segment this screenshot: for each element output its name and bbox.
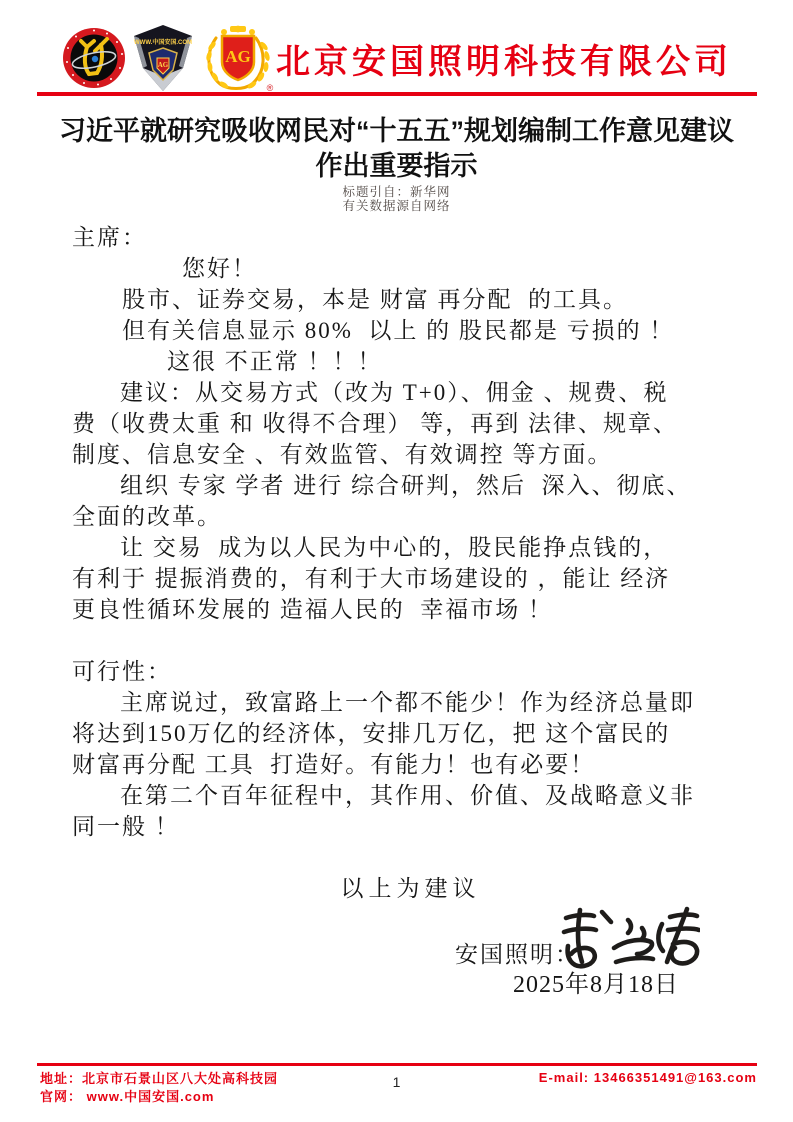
logo-ag-small-text: AG	[157, 61, 169, 69]
logo-banner-text: WWW.中国安国.COM	[134, 40, 192, 46]
header-divider-line	[37, 92, 757, 96]
signature-block	[455, 918, 700, 998]
registered-mark: ®	[266, 83, 274, 92]
body-line: 主席说过，致富路上一个都不能少！作为经济总量即	[120, 690, 695, 715]
attribution-line-2: 有关数据源自网络	[342, 198, 451, 213]
logo-row	[62, 24, 276, 92]
body-line: 这很 不正常 ！！！	[167, 349, 383, 374]
closing-statement: 以上为建议	[340, 876, 481, 901]
title-line-1: 习近平就研究吸收网民对“十五五”规划编制工作意见建议	[59, 116, 734, 146]
footer-email: E-mail: 13466351491@163.com	[538, 1070, 757, 1085]
title-line-2: 作出重要指示	[315, 151, 478, 181]
footer-divider-line	[37, 1063, 757, 1066]
body-line: 将达到150万亿的经济体，安排几万亿，把 这个富民的	[72, 721, 671, 746]
body-line: 组织 专家 学者 进行 综合研判，然后 深入、彻底、	[120, 473, 692, 498]
company-name: 北京安国照明科技有限公司	[276, 43, 732, 81]
body-line: 您好！	[182, 256, 257, 281]
body-line: 全面的改革。	[72, 504, 222, 529]
footer-website: 官网： www.中国安国.com	[40, 1089, 215, 1104]
body-line: 在第二个百年征程中，其作用、价值、及战略意义非	[120, 783, 695, 808]
footer-address: 地址：北京市石景山区八大处高科技园	[40, 1071, 279, 1086]
body-line: 建议：从交易方式（改为 T+0）、佣金 、规费、税	[120, 380, 669, 405]
body-line	[72, 625, 735, 656]
body-line: 但有关信息显示 80% 以上 的 股民都是 亏损的 ！	[122, 318, 675, 343]
title-attribution	[0, 186, 793, 213]
body-line: 制度、信息安全 、有效监管、有效调控 等方面。	[72, 442, 613, 467]
signature-date: 2025年8月18日	[513, 972, 679, 998]
body-line: 主席：	[72, 225, 147, 250]
logo-ag-text: AG	[225, 47, 251, 66]
page-number: 1	[392, 1074, 401, 1090]
attribution-line-1: 标题引自：新华网	[342, 185, 451, 199]
body-line: 费（收费太重 和 收得不合理） 等，再到 法律、规章、	[72, 411, 678, 436]
body-line: 股市、证券交易，本是 财富 再分配 的工具。	[122, 287, 628, 312]
document-title	[40, 114, 753, 184]
body-line: 让 交易 成为以人民为中心的，股民能挣点钱的，	[120, 535, 669, 560]
body-line: 财富再分配 工具 打造好。有能力！也有必要！	[72, 752, 596, 777]
body-line: 可行性：	[72, 659, 172, 684]
anguo-circle-figure-logo	[62, 27, 126, 89]
anguo-shield-banner-logo	[131, 24, 195, 92]
signer-label: 安国照明：	[455, 942, 580, 967]
body-line: 更良性循环发展的 造福人民的 幸福市场 ！	[72, 597, 553, 622]
body-line: 有利于 提振消费的，有利于大市场建设的 ，能让 经济	[72, 566, 671, 591]
body-line: 同一般 ！	[72, 814, 180, 839]
letter-body	[72, 222, 735, 842]
